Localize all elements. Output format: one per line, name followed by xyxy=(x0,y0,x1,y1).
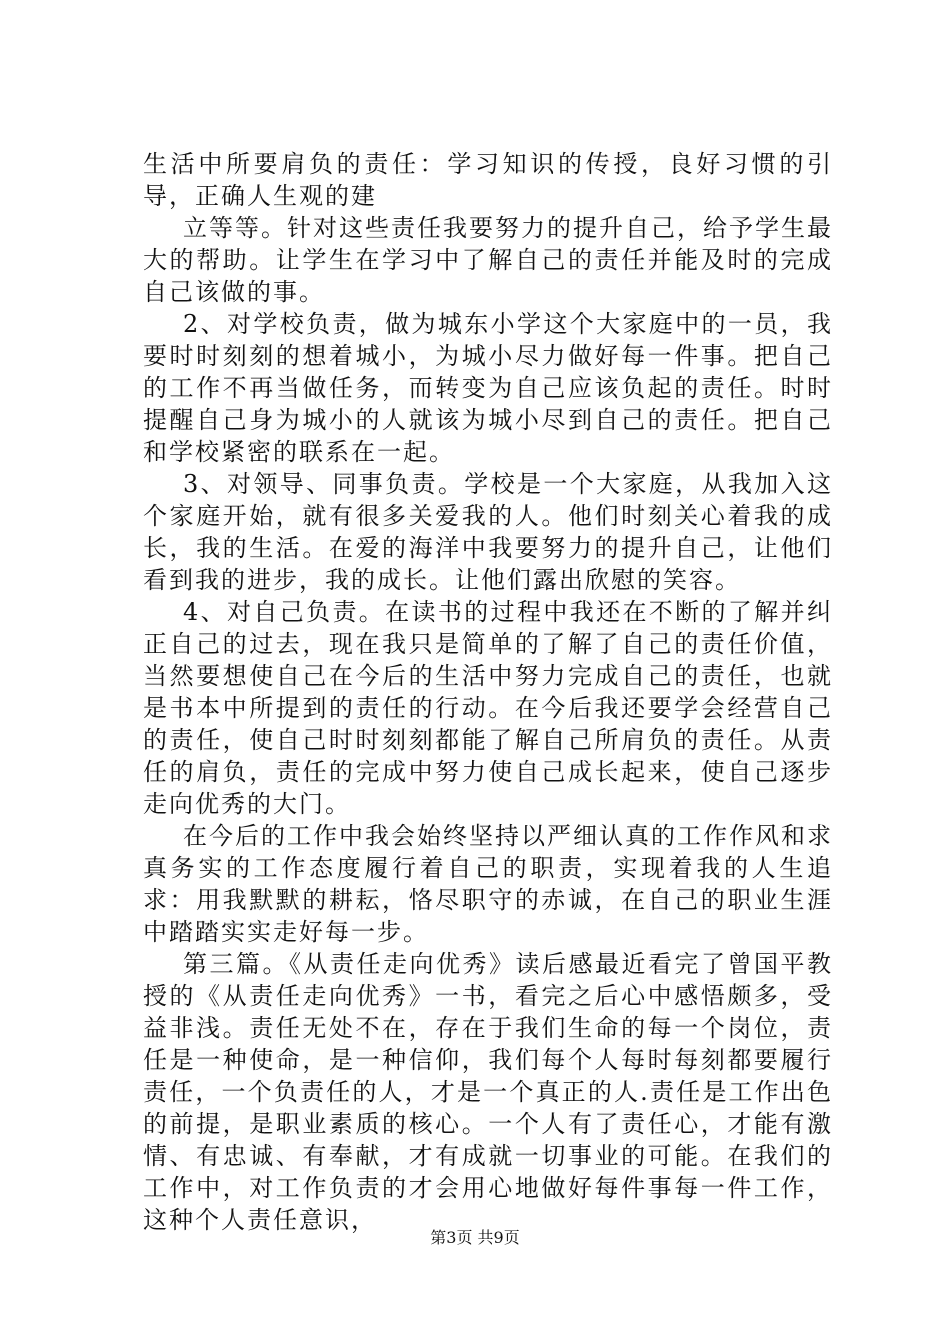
paragraph-5: 4、对自己负责。在读书的过程中我还在不断的了解并纠正自己的过去，现在我只是简单的了解了自己的责任价值，当然要想使自己在今后的生活中努力完成自己的责任，也就是书本中所提到的责任的行动。在今后我还要学会经营自己的责任，使自己时时刻刻都能了解自己所肩负的责任。从责任的肩负，责任的完成中努力使自己成长起来，使自己逐步走向优秀的大门。 xyxy=(143,598,833,818)
paragraph-3: 2、对学校负责，做为城东小学这个大家庭中的一员，我要时时刻刻的想着城小，为城小尽力做好每一件事。把自己的工作不再当做任务，而转变为自己应该负起的责任。时时提醒自己身为城小的人就该为城小尽到自己的责任。把自己和学校紧密的联系在一起。 xyxy=(143,310,833,466)
page-footer: 第3页 共9页 xyxy=(430,1228,520,1247)
paragraph-7: 第三篇。《从责任走向优秀》读后感最近看完了曾国平教授的《从责任走向优秀》一书，看完之后心中感悟颇多，受益非浅。责任无处不在，存在于我们生命的每一个岗位，责任是一种使命，是一种信仰，我们每个人每时每刻都要履行责任，一个负责任的人，才是一个真正的人.责任是工作出色的前提，是职业素质的核心。一个人有了责任心，才能有激情、有忠诚、有奉献，才有成就一切事业的可能。在我们的工作中，对工作负责的才会用心地做好每件事每一件工作，这种个人责任意识， xyxy=(143,950,833,1234)
paragraph-2: 立等等。针对这些责任我要努力的提升自己，给予学生最大的帮助。让学生在学习中了解自己的责任并能及时的完成自己该做的事。 xyxy=(143,214,833,306)
paragraph-4: 3、对领导、同事负责。学校是一个大家庭，从我加入这个家庭开始，就有很多关爱我的人。他们时刻关心着我的成长，我的生活。在爱的海洋中我要努力的提升自己，让他们看到我的进步，我的成长。让他们露出欣慰的笑容。 xyxy=(143,470,833,594)
document-body xyxy=(143,148,833,1236)
paragraph-1: 生活中所要肩负的责任：学习知识的传授，良好习惯的引导，正确人生观的建 xyxy=(143,150,833,210)
paragraph-6: 在今后的工作中我会始终坚持以严细认真的工作作风和求真务实的工作态度履行着自己的职责，实现着我的人生追求：用我默默的耕耘，恪尽职守的赤诚，在自己的职业生涯中踏踏实实走好每一步。 xyxy=(143,822,833,946)
